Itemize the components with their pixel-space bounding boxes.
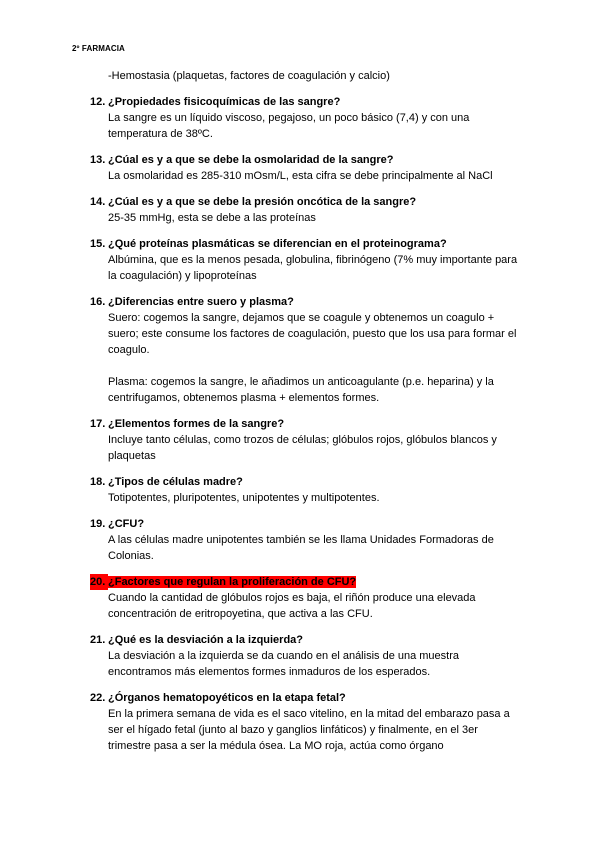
question-heading bbox=[90, 294, 522, 310]
question-number: 12. bbox=[90, 96, 106, 108]
question-number: 20. bbox=[90, 574, 108, 590]
qa-item-18 bbox=[90, 474, 522, 506]
answer-paragraph: Totipotentes, pluripotentes, unipotentes y multipotentes. bbox=[108, 492, 380, 504]
answer-paragraph: La desviación a la izquierda se da cuando en el análisis de una muestra encontramos más elementos formes inmaduros de los esperados. bbox=[108, 650, 460, 678]
question-heading bbox=[90, 632, 522, 648]
question-text: ¿Diferencias entre suero y plasma? bbox=[108, 296, 294, 308]
answer-paragraph: Cuando la cantidad de glóbulos rojos es baja, el riñón produce una elevada concentración de eritropoyetina, que activa a las CFU. bbox=[108, 592, 476, 620]
question-heading-highlighted bbox=[90, 574, 522, 590]
answer bbox=[90, 210, 522, 226]
qa-item-12 bbox=[90, 94, 522, 142]
question-text: ¿Qué proteínas plasmáticas se diferencian en el proteinograma? bbox=[108, 238, 447, 250]
question-heading bbox=[90, 194, 522, 210]
answer bbox=[90, 490, 522, 506]
answer bbox=[90, 432, 522, 464]
answer bbox=[90, 168, 522, 184]
question-text: ¿Órganos hematopoyéticos en la etapa fetal? bbox=[108, 692, 346, 704]
answer-paragraph: 25-35 mmHg, esta se debe a las proteínas bbox=[108, 212, 316, 224]
qa-item-14 bbox=[90, 194, 522, 226]
question-heading bbox=[90, 516, 522, 532]
answer bbox=[90, 532, 522, 564]
question-text: ¿Qué es la desviación a la izquierda? bbox=[108, 634, 304, 646]
answer bbox=[90, 110, 522, 142]
document-body bbox=[90, 68, 522, 764]
answer-paragraph: Incluye tanto células, como trozos de células; glóbulos rojos, glóbulos blancos y plaquetas bbox=[108, 434, 497, 462]
answer-paragraph: Albúmina, que es la menos pesada, globulina, fibrinógeno (7% muy importante para la coagulación) y lipoproteínas bbox=[108, 254, 518, 282]
page-header: 2º FARMACIA bbox=[72, 44, 125, 53]
answer-paragraph: Plasma: cogemos la sangre, le añadimos un anticoagulante (p.e. heparina) y la centrifugamos, obtenemos plasma + elementos formes. bbox=[108, 376, 494, 404]
question-number: 15. bbox=[90, 238, 106, 250]
question-heading bbox=[90, 416, 522, 432]
qa-item-16 bbox=[90, 294, 522, 406]
question-number: 13. bbox=[90, 154, 106, 166]
question-number: 17. bbox=[90, 418, 106, 430]
question-number: 22. bbox=[90, 692, 106, 704]
answer bbox=[90, 590, 522, 622]
qa-item-19 bbox=[90, 516, 522, 564]
answer bbox=[90, 648, 522, 680]
answer-paragraph: Suero: cogemos la sangre, dejamos que se coagule y obtenemos un coagulo + suero; este consume los factores de coagulación, puesto que los usa para formar el coagulo. bbox=[108, 312, 517, 356]
question-text: ¿Factores que regulan la proliferación de CFU? bbox=[108, 576, 357, 588]
question-number: 18. bbox=[90, 476, 106, 488]
question-number: 19. bbox=[90, 518, 106, 530]
qa-item-13 bbox=[90, 152, 522, 184]
qa-item-22 bbox=[90, 690, 522, 754]
answer-paragraph: A las células madre unipotentes también se les llama Unidades Formadoras de Colonias. bbox=[108, 534, 494, 562]
question-heading bbox=[90, 152, 522, 168]
question-heading bbox=[90, 474, 522, 490]
answer bbox=[90, 706, 522, 754]
answer-paragraph: En la primera semana de vida es el saco vitelino, en la mitad del embarazo pasa a ser el hígado fetal (junto al bazo y ganglios linfáticos) y finalmente, en el 3er trimestre pasa a ser la médula ósea. La MO roja, actúa como órgano bbox=[108, 708, 510, 752]
qa-item-17 bbox=[90, 416, 522, 464]
question-heading bbox=[90, 236, 522, 252]
question-text: ¿Tipos de células madre? bbox=[108, 476, 243, 488]
qa-item-20 bbox=[90, 574, 522, 622]
question-heading bbox=[90, 94, 522, 110]
question-text: ¿Propiedades fisicoquímicas de las sangre? bbox=[108, 96, 341, 108]
question-number: 21. bbox=[90, 634, 106, 646]
question-text: ¿Elementos formes de la sangre? bbox=[108, 418, 285, 430]
intro-line: -Hemostasia (plaquetas, factores de coagulación y calcio) bbox=[108, 70, 390, 82]
question-heading bbox=[90, 690, 522, 706]
question-number: 16. bbox=[90, 296, 106, 308]
answer-paragraph: La sangre es un líquido viscoso, pegajoso, un poco básico (7,4) y con una temperatura de 38ºC. bbox=[108, 112, 470, 140]
qa-item-21 bbox=[90, 632, 522, 680]
question-text: ¿Cúal es y a que se debe la presión oncótica de la sangre? bbox=[108, 196, 417, 208]
answer bbox=[90, 252, 522, 284]
question-text: ¿CFU? bbox=[108, 518, 145, 530]
question-text: ¿Cúal es y a que se debe la osmolaridad de la sangre? bbox=[108, 154, 394, 166]
answer-paragraph: La osmolaridad es 285-310 mOsm/L, esta cifra se debe principalmente al NaCl bbox=[108, 170, 493, 182]
question-number: 14. bbox=[90, 196, 106, 208]
answer bbox=[90, 310, 522, 406]
qa-item-15 bbox=[90, 236, 522, 284]
